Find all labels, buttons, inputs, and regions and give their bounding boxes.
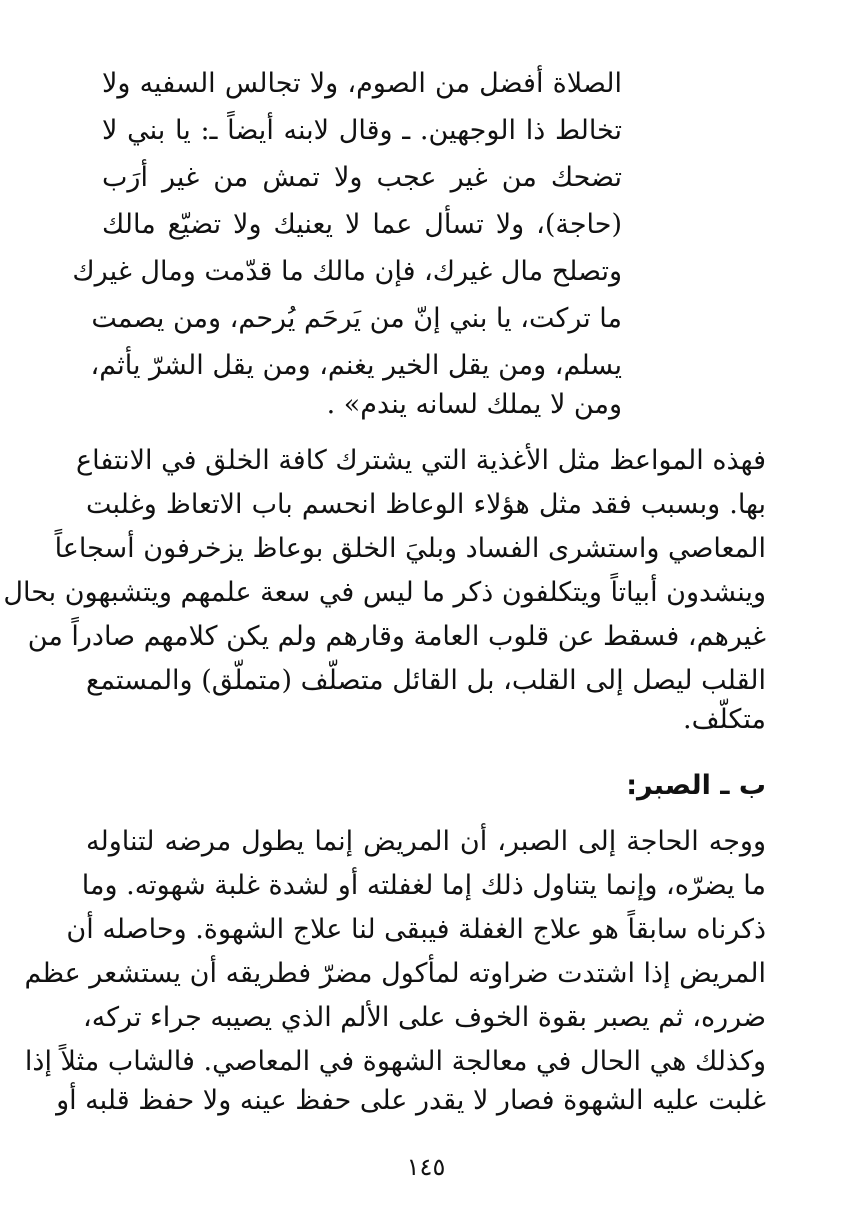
quote-line: ما تركت، يا بني إنّ من يَرحَم يُرحم، ومن يصمت — [91, 303, 622, 334]
paragraph-line: وكذلك هي الحال في معالجة الشهوة في المعاصي. فالشاب مثلاً إذا — [24, 1046, 766, 1077]
paragraph-line: ضرره، ثم يصبر بقوة الخوف على الألم الذي يصيبه جراء تركه، — [83, 1002, 766, 1033]
paragraph-line: القلب ليصل إلى القلب، بل القائل متصلّف (متملّق) والمستمع — [86, 665, 766, 696]
paragraph-line: بها. وبسبب فقد مثل هؤلاء الوعاظ انحسم باب الاتعاظ وغلبت — [86, 489, 766, 520]
paragraph-line: المريض إذا اشتدت ضراوته لمأكول مضرّ فطريقه أن يستشعر عظم — [24, 958, 766, 989]
paragraph-line: فهذه المواعظ مثل الأغذية التي يشترك كافة الخلق في الانتفاع — [75, 445, 766, 476]
paragraph-line: المعاصي واستشرى الفساد وبليَ الخلق بوعاظ يزخرفون أسجاعاً — [54, 533, 766, 564]
paragraph-line: ما يضرّه، وإنما يتناول ذلك إما لغفلته أو لشدة غلبة شهوته. وما — [81, 870, 766, 901]
quote-line: تخالط ذا الوجهين. ـ وقال لابنه أيضاً ـ: يا بني لا — [102, 115, 622, 146]
paragraph-line: متكلّف. — [683, 704, 766, 735]
quote-line: يسلم، ومن يقل الخير يغنم، ومن يقل الشرّ يأثم، — [90, 350, 622, 381]
paragraph-line: غلبت عليه الشهوة فصار لا يقدر على حفظ عينه ولا حفظ قلبه أو — [56, 1085, 766, 1116]
paragraph-line: وينشدون أبياتاً ويتكلفون ذكر ما ليس في سعة علمهم ويتشبهون بحال — [3, 577, 766, 608]
quote-line: (حاجة)، ولا تسأل عما لا يعنيك ولا تضيّع مالك — [102, 209, 622, 240]
quote-line: وتصلح مال غيرك، فإن مالك ما قدّمت ومال غيرك — [72, 256, 622, 287]
page-number: ١٤٥ — [406, 1153, 446, 1181]
section-heading: ب ـ الصبر: — [626, 770, 766, 801]
quote-line: الصلاة أفضل من الصوم، ولا تجالس السفيه ولا — [102, 68, 622, 99]
paragraph-line: ذكرناه سابقاً هو علاج الغفلة فيبقى لنا علاج الشهوة. وحاصله أن — [66, 914, 766, 945]
paragraph-line: غيرهم، فسقط عن قلوب العامة وقارهم ولم يكن كلامهم صادراً من — [27, 621, 766, 652]
paragraph-line: ووجه الحاجة إلى الصبر، أن المريض إنما يطول مرضه لتناوله — [86, 826, 766, 857]
quote-line: تضحك من غير عجب ولا تمش من غير أرَب — [102, 162, 622, 193]
quote-line: ومن لا يملك لسانه يندم» . — [326, 389, 622, 420]
